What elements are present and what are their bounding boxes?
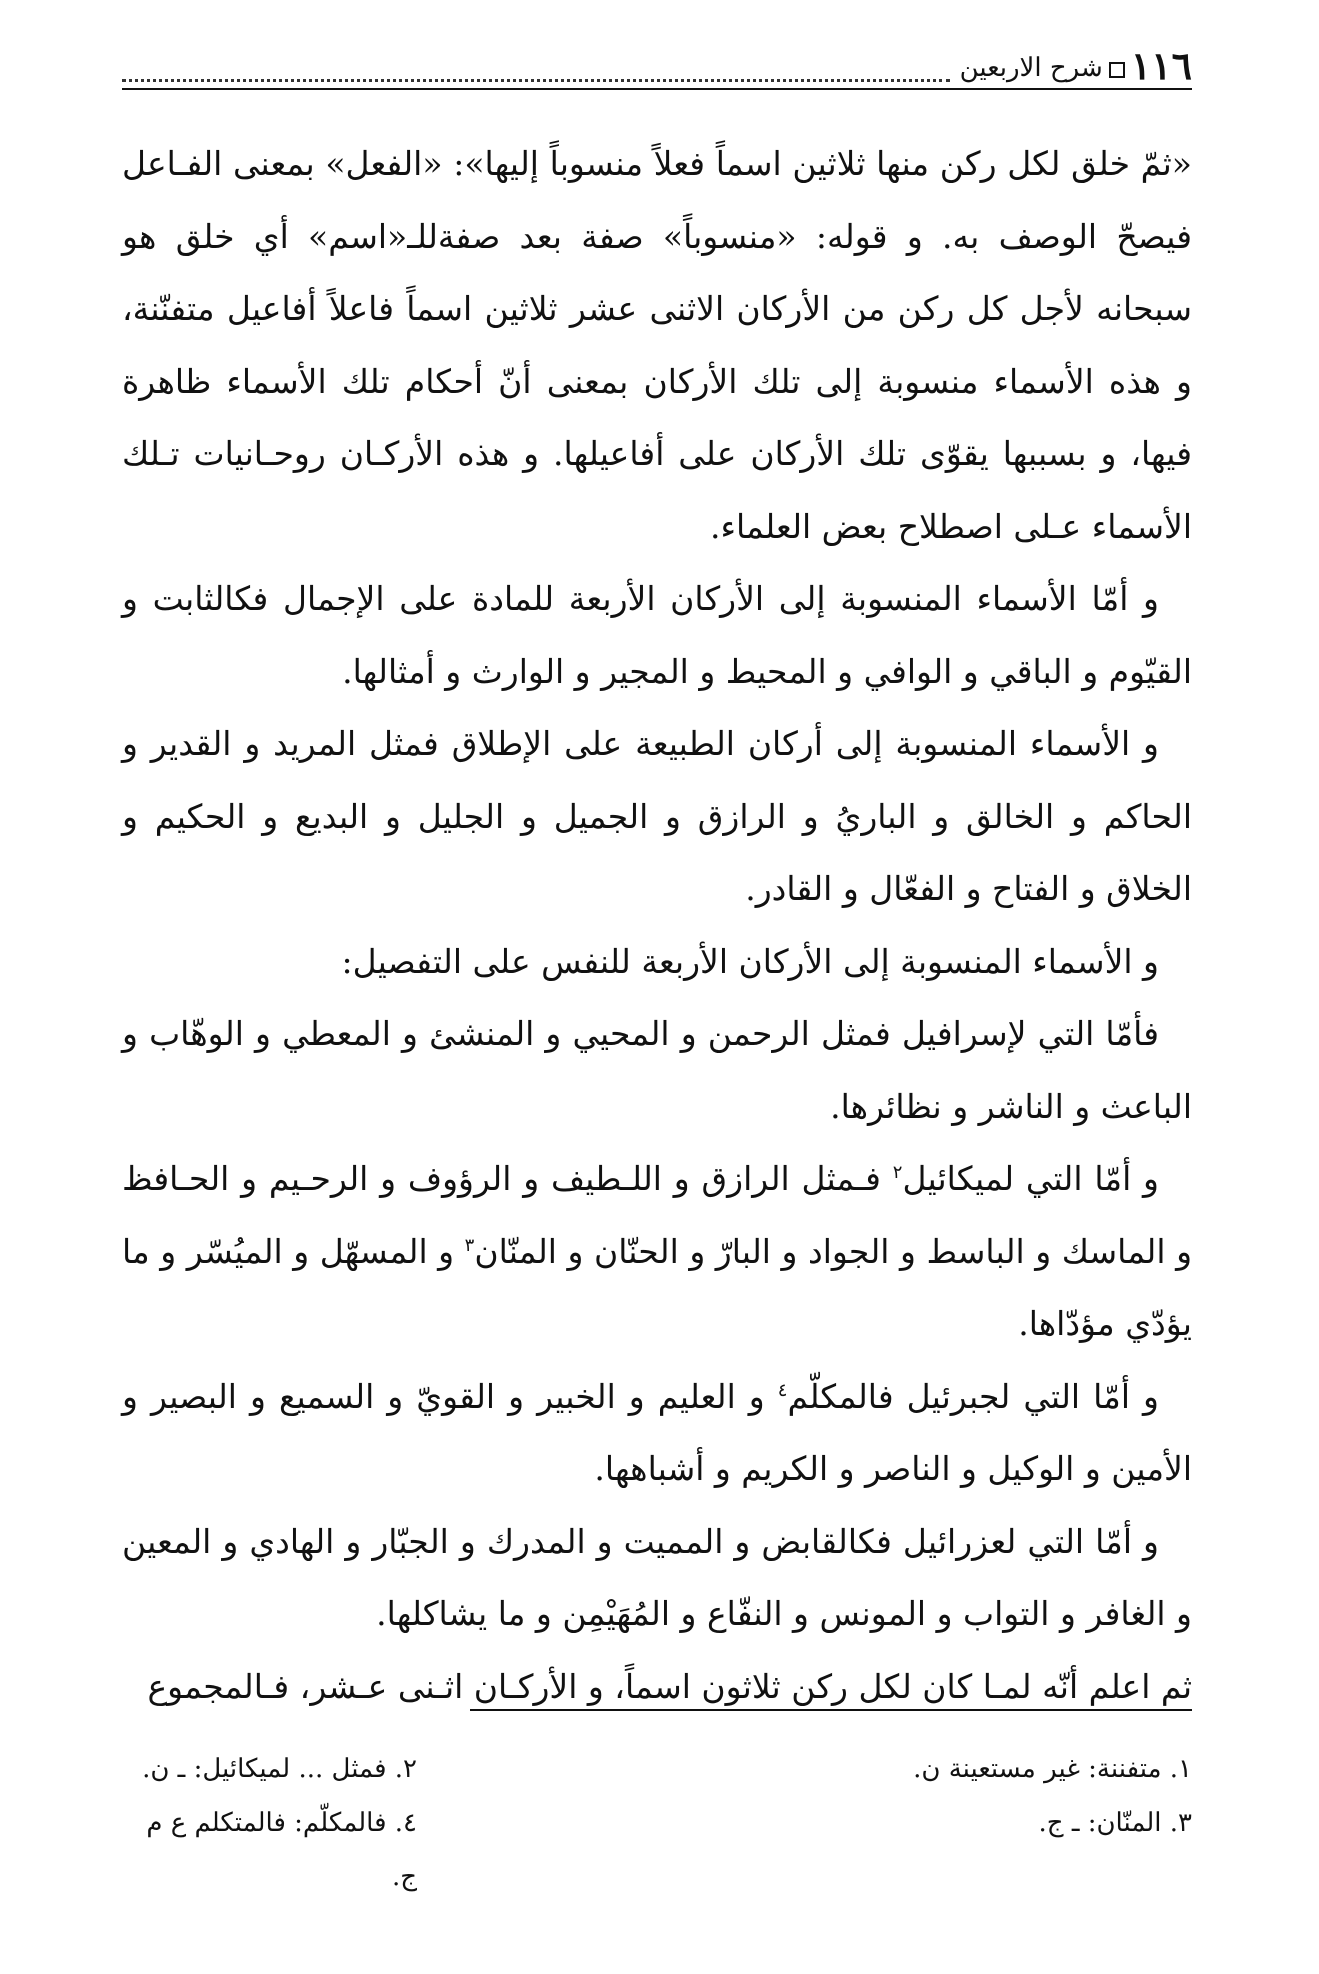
paragraph: و أمّا التي لعزرائيل فكالقابض و المميت و المدرك و الجبّار و الهادي و المعين و الغافر و التواب و المونس و النفّاع و المُهَيْمِن و ما يشاكلها.: [122, 1521, 1192, 1633]
paragraph: و أمّا الأسماء المنسوبة إلى الأركان الأربعة للمادة على الإجمال فكالثابت و القيّوم و الباقي و الوافي و المحيط و المجير و الوارث و أمثالها.: [122, 579, 1192, 691]
paragraph: و الأسماء المنسوبة إلى أركان الطبيعة على الإطلاق فمثل المريد و القدير و الحاكم و الخالق و الباريُ و الرازق و الجميل و الجليل و البديع و الحكيم و الخلاق و الفتاح و الفعّال و القادر.: [122, 724, 1192, 908]
dotted-leader: [122, 39, 950, 82]
footnote-mark: ٢: [892, 1162, 903, 1183]
paragraph: و أمّا التي لميكائيل$^٢$ فـمثل الرازق و اللـطيف و الرؤوف و الرحـيم و الحـافظ و الماسك و الباسط و الجواد و البارّ و الحنّان و المنّان$^٣$ و المسهّل و الميُسّر و ما يؤدّي مؤدّاها.: [122, 1159, 1192, 1343]
footnote-item: ٢. فمثل ... لميكائيل: ـ ن.: [142, 1754, 417, 1784]
running-title: شرح الاربعين: [959, 53, 1103, 83]
page-number: ١١٦: [1130, 43, 1192, 88]
paragraph: ثم اعلم أنّه لمـا كان لكل ركن ثلاثون اسماً، و الأركـان اثـنى عـشر، فـالمجموع: [147, 1666, 1192, 1706]
box-ornament-icon: [1109, 62, 1125, 78]
footnotes: [122, 1742, 1192, 1904]
footnote-item: ١. متفننة: غير مستعينة ن.: [913, 1754, 1192, 1784]
page-header: [122, 38, 1192, 90]
paragraph: و الأسماء المنسوبة إلى الأركان الأربعة للنفس على التفصيل:: [341, 941, 1159, 981]
paragraph: «ثمّ خلق لكل ركن منها ثلاثين اسماً فعلاً منسوباً إليها»: «الفعل» بمعنى الفـاعل فيصحّ الوصف به. و قوله: «منسوباً» صفة بعد صفةللـ«اسم» أي خلق هو سبحانه لأجل كل ركن من الأركان الاثنى عشر ثلاثين اسماً فاعلاً أفاعيل متفنّنة، و هذه الأسماء منسوبة إلى تلك الأركان بمعنى أنّ أحكام تلك الأسماء ظاهرة فيها، و بسببها يقوّى تلك الأركان على أفاعيلها. و هذه الأركـان روحـانيات تـلك الأسماء عـلى اصطلاح بعض العلماء.: [122, 144, 1192, 546]
paragraph: و أمّا التي لجبرئيل فالمكلّم$^٤$ و العليم و الخبير و القويّ و السميع و البصير و الأمين و الوكيل و الناصر و الكريم و أشباهها.: [122, 1376, 1192, 1488]
paragraph: فأمّا التي لإسرافيل فمثل الرحمن و المحيي و المنشئ و المعطي و الوهّاب و الباعث و الناشر و نظائرها.: [122, 1014, 1192, 1126]
main-text: [122, 128, 1192, 1723]
footnote-item: ٤. فالمكلّم: فالمتكلم ع م ج.: [146, 1808, 417, 1892]
footnote-divider: [470, 1709, 1192, 1711]
footnote-item: ٣. المنّان: ـ ج.: [1038, 1808, 1192, 1838]
footnote-mark: ٣: [464, 1234, 475, 1256]
footnote-mark: ٤: [777, 1379, 788, 1401]
